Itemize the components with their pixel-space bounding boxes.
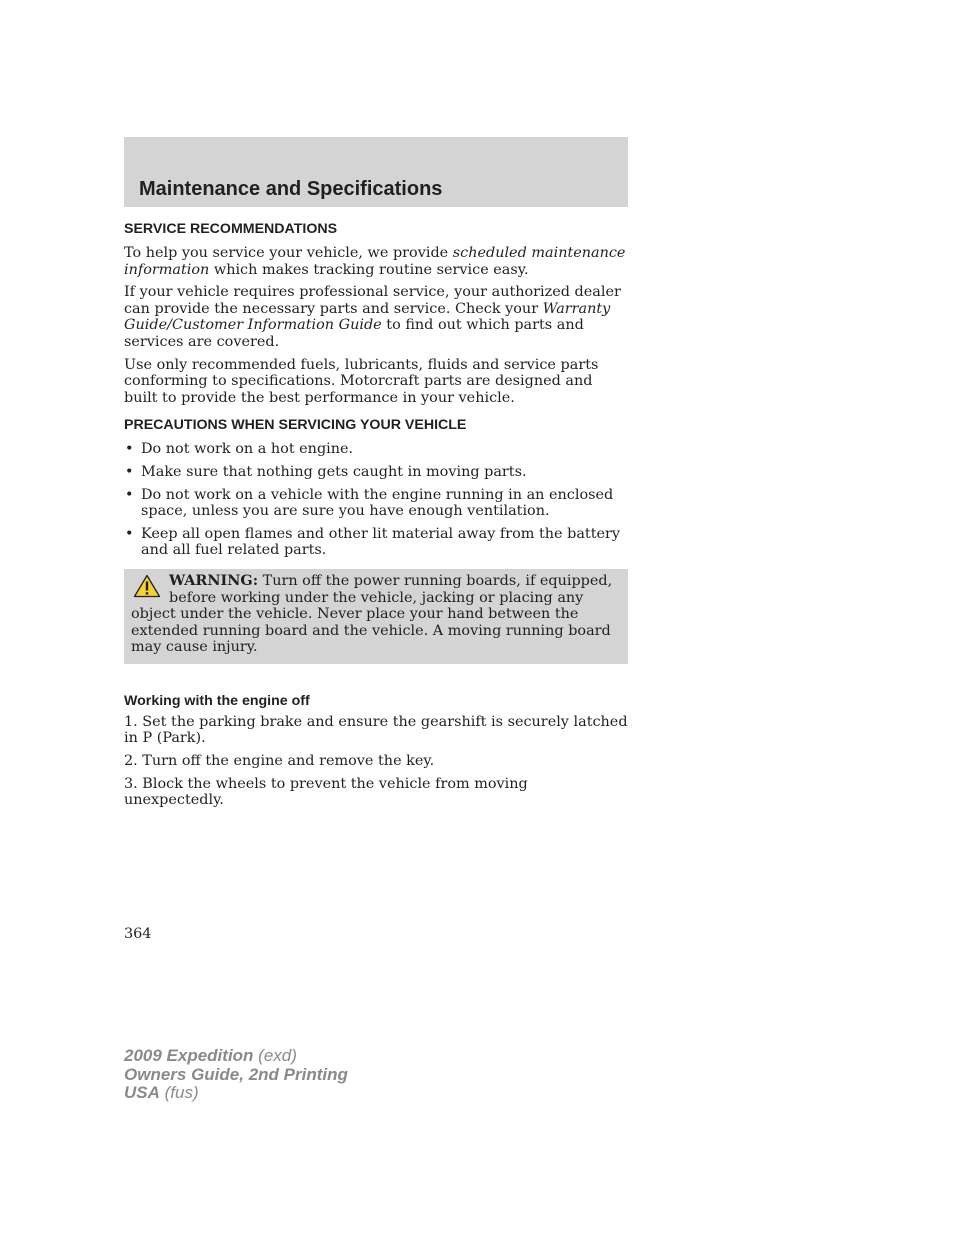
bullet-marker: • <box>125 525 134 542</box>
engine-off-heading: Working with the engine off <box>124 692 310 709</box>
list-item <box>124 441 628 458</box>
engine-off-steps <box>124 714 628 809</box>
text-run: To help you service your vehicle, we provide <box>124 245 453 261</box>
list-item <box>124 526 628 559</box>
footer-line <box>124 1084 348 1103</box>
warning-triangle-icon <box>133 574 161 598</box>
list-item-text: Do not work on a hot engine. <box>141 441 354 458</box>
footer-line <box>124 1066 348 1085</box>
bullet-marker: • <box>125 486 134 503</box>
warning-text: Turn off the power running boards, if equipped, before working under the vehicle, jacking or placing any object under the vehicle. Never place your hand between the extended running board and the vehicle. A moving running board may cause injury. <box>131 572 613 656</box>
text-run: to find out which parts and services are covered. <box>124 317 584 350</box>
footer-printing: Owners Guide, 2nd Printing <box>124 1064 348 1084</box>
warning-box <box>124 569 628 664</box>
page-number: 364 <box>124 926 152 942</box>
footer-market: USA <box>124 1083 160 1102</box>
service-paragraph-3: Use only recommended fuels, lubricants, fluids and service parts conforming to specifications. Motorcraft parts are designed and built to provide the best performance in your vehicle. <box>124 356 599 406</box>
page-content <box>124 220 628 815</box>
text-run: which makes tracking routine service easy. <box>209 261 529 278</box>
warning-label: WARNING: <box>169 571 259 589</box>
footer-model-code: (exd) <box>253 1046 297 1065</box>
step-item: 2. Turn off the engine and remove the key. <box>124 753 435 770</box>
chapter-title: Maintenance and Specifications <box>139 178 443 200</box>
bullet-marker: • <box>125 441 134 458</box>
document-footer <box>124 1047 348 1103</box>
emphasis-text: scheduled maintenance information <box>124 245 626 278</box>
list-item-text: Keep all open flames and other lit material away from the battery and all fuel related parts. <box>141 525 621 559</box>
step-item: 1. Set the parking brake and ensure the gearshift is securely latched in P (Park). <box>124 713 628 747</box>
service-paragraph-1 <box>124 245 628 278</box>
service-recommendations-heading: SERVICE RECOMMENDATIONS <box>124 221 338 237</box>
service-paragraph-2 <box>124 284 628 350</box>
footer-line <box>124 1047 348 1066</box>
bullet-marker: • <box>125 463 134 480</box>
list-item <box>124 464 628 481</box>
emphasis-text: Warranty Guide/Customer Information Guide <box>124 300 611 334</box>
footer-market-code: (fus) <box>159 1083 199 1102</box>
chapter-header-band <box>124 137 628 207</box>
step-item: 3. Block the wheels to prevent the vehicle from moving unexpectedly. <box>124 775 528 809</box>
list-item-text: Do not work on a vehicle with the engine running in an enclosed space, unless you are sure you have enough ventilation. <box>141 486 614 520</box>
list-item <box>124 487 628 520</box>
list-item-text: Make sure that nothing gets caught in moving parts. <box>141 463 527 480</box>
precautions-list <box>124 441 628 559</box>
footer-model: 2009 Expedition <box>124 1046 254 1065</box>
precautions-heading: PRECAUTIONS WHEN SERVICING YOUR VEHICLE <box>124 417 467 434</box>
text-run: If your vehicle requires professional service, your authorized dealer can provide the necessary parts and service. Check your <box>124 284 621 317</box>
